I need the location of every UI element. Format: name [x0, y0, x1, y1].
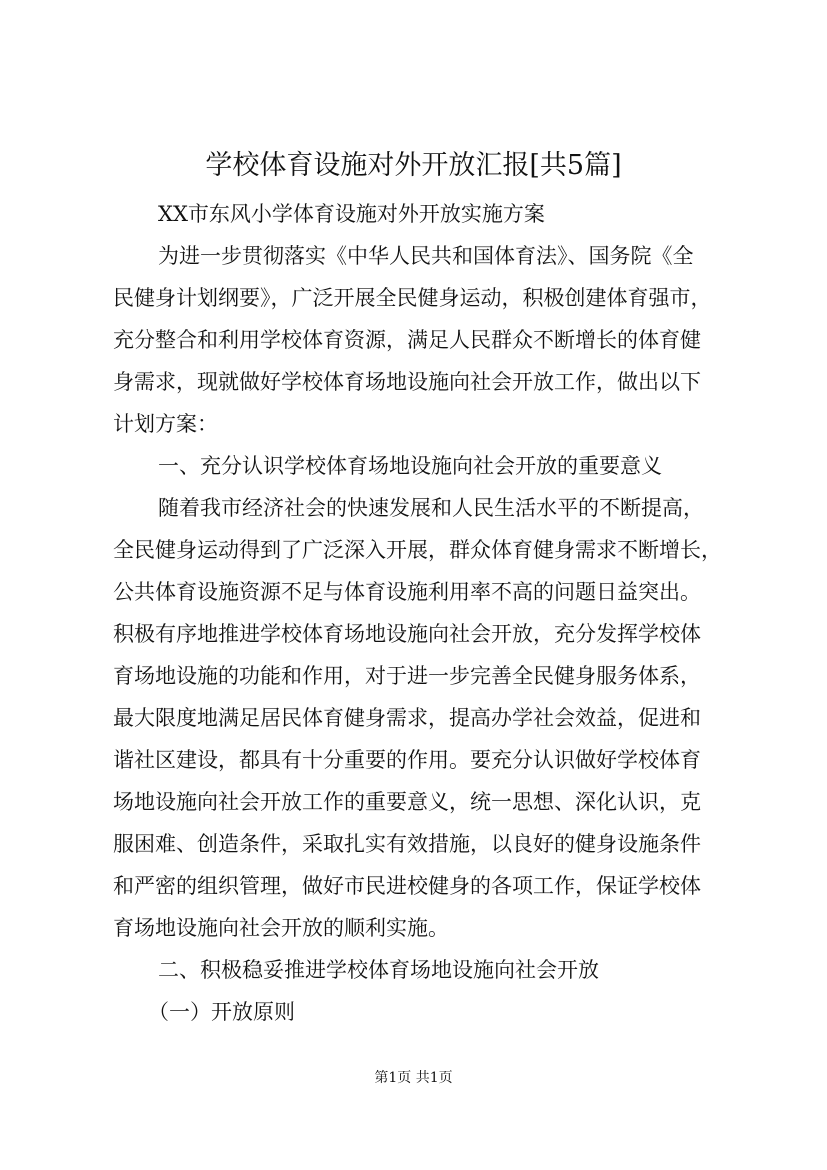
paragraph-line: 为进一步贯彻落实《中华人民共和国体育法》、国务院《全 — [158, 244, 694, 268]
paragraph-line: 全民健身运动得到了广泛深入开展，群众体育健身需求不断增长， — [113, 538, 722, 562]
paragraph-line: 场地设施向社会开放工作的重要意义，统一思想、深化认识，克 — [113, 790, 701, 814]
section-heading: 一、充分认识学校体育场地设施向社会开放的重要意义 — [158, 454, 662, 478]
paragraph-line: 身需求，现就做好学校体育场地设施向社会开放工作，做出以下 — [113, 370, 701, 394]
paragraph-line: 民健身计划纲要》，广泛开展全民健身运动，积极创建体育强市， — [113, 286, 712, 310]
paragraph-line: 充分整合和利用学校体育资源，满足人民群众不断增长的体育健 — [113, 328, 701, 352]
paragraph-line: 和严密的组织管理，做好市民进校健身的各项工作，保证学校体 — [113, 874, 701, 898]
page-footer: 第1页 共1页 — [374, 1070, 453, 1086]
paragraph-line: 服困难、创造条件，采取扎实有效措施，以良好的健身设施条件 — [113, 832, 701, 856]
paragraph-line: 育场地设施的功能和作用，对于进一步完善全民健身服务体系， — [113, 664, 701, 688]
paragraph-line: 计划方案： — [113, 412, 218, 436]
section-heading: 二、积极稳妥推进学校体育场地设施向社会开放 — [158, 958, 599, 982]
paragraph-line: 公共体育设施资源不足与体育设施利用率不高的问题日益突出。 — [113, 580, 701, 604]
paragraph-line: 育场地设施向社会开放的顺利实施。 — [113, 916, 449, 940]
paragraph-line: 谐社区建设，都具有十分重要的作用。要充分认识做好学校体育 — [113, 748, 701, 772]
paragraph-line: 随着我市经济社会的快速发展和人民生活水平的不断提高， — [158, 496, 704, 520]
paragraph-line: 最大限度地满足居民体育健身需求，提高办学社会效益，促进和 — [113, 706, 701, 730]
paragraph-line: 积极有序地推进学校体育场地设施向社会开放，充分发挥学校体 — [113, 622, 701, 646]
subsection-heading: （一）开放原则 — [148, 1000, 295, 1024]
subtitle-line: XX市东风小学体育设施对外开放实施方案 — [158, 202, 545, 226]
document-title: 学校体育设施对外开放汇报[共5篇] — [205, 150, 622, 181]
